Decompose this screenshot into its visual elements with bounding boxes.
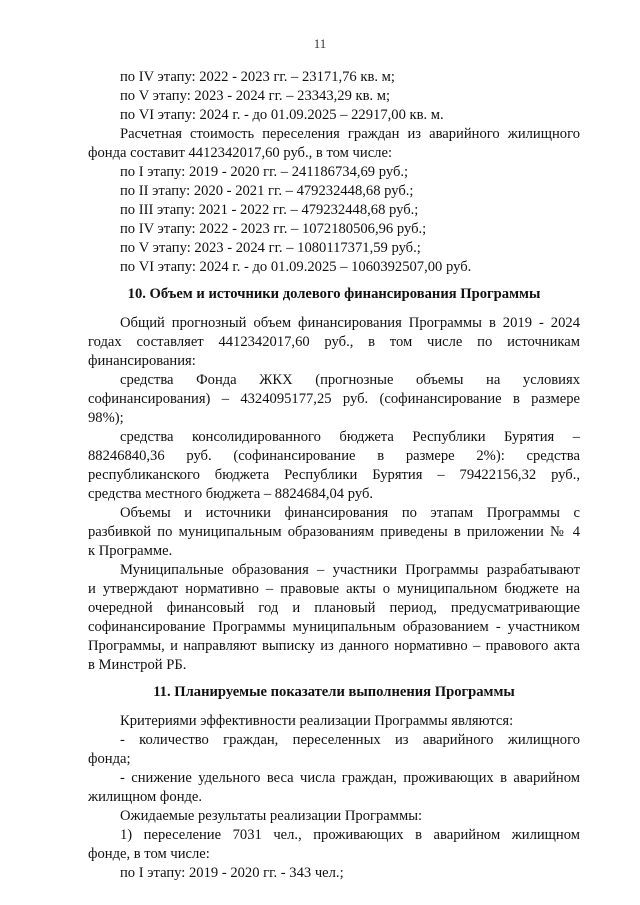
text-line: по IV этапу: 2022 - 2023 гг. – 23171,76 кв. м; <box>120 69 395 85</box>
text-line: по V этапу: 2023 - 2024 гг. – 23343,29 кв. м; <box>120 88 391 104</box>
text-line: Муниципальные образования – участники Программы разрабатывают <box>120 562 580 578</box>
text-line: 98%); <box>88 410 124 426</box>
text-line: Общий прогнозный объем финансирования Программы в 2019 - 2024 <box>120 315 580 331</box>
text-line: софинансирования) – 4324095177,25 руб. (софинансирование в размере <box>88 391 580 407</box>
text-line: по VI этапу: 2024 г. - до 01.09.2025 – 1060392507,00 руб. <box>120 259 472 275</box>
text-line: к Программе. <box>88 543 173 559</box>
text-line: и утверждают нормативно – правовые акты о муниципальном бюджете на <box>88 581 580 597</box>
text-line: Ожидаемые результаты реализации Программы: <box>120 808 423 824</box>
text-line: финансирования: <box>88 353 196 369</box>
section-heading: 10. Объем и источники долевого финансирования Программы <box>127 286 541 302</box>
text-line: по II этапу: 2020 - 2021 гг. – 479232448,68 руб.; <box>120 183 414 199</box>
text-line: по I этапу: 2019 - 2020 гг. - 343 чел.; <box>120 865 344 881</box>
text-line: очередной финансовый год и плановый период, предусматривающие <box>88 600 580 616</box>
text-line: средства местного бюджета – 8824684,04 руб. <box>88 486 374 502</box>
text-line: по V этапу: 2023 - 2024 гг. – 1080117371,59 руб.; <box>120 240 421 256</box>
text-line: в Минстрой РБ. <box>88 657 187 673</box>
text-line: 1) переселение 7031 чел., проживающих в аварийном жилищном <box>120 827 580 843</box>
text-line: - снижение удельного веса числа граждан, проживающих в аварийном <box>120 770 580 786</box>
text-line: по III этапу: 2021 - 2022 гг. – 479232448,68 руб.; <box>120 202 419 218</box>
section-heading: 11. Планируемые показатели выполнения Программы <box>153 684 515 700</box>
text-line: годах составляет 4412342017,60 руб., в том числе по источникам <box>88 334 580 350</box>
text-line: республиканского бюджета Республики Бурятия – 79422156,32 руб., <box>88 467 580 483</box>
text-line: по IV этапу: 2022 - 2023 гг. – 1072180506,96 руб.; <box>120 221 427 237</box>
text-line: фонда составит 4412342017,60 руб., в том числе: <box>88 145 392 161</box>
text-line: средства консолидированного бюджета Республики Бурятия – <box>120 429 580 445</box>
text-line: средства Фонда ЖКХ (прогнозные объемы на условиях <box>120 372 580 388</box>
page-number: 11 <box>313 36 327 51</box>
text-line: по VI этапу: 2024 г. - до 01.09.2025 – 22917,00 кв. м. <box>120 107 444 123</box>
text-line: - количество граждан, переселенных из аварийного жилищного <box>120 732 580 748</box>
text-line: Объемы и источники финансирования по этапам Программы с <box>120 505 580 521</box>
text-line: по I этапу: 2019 - 2020 гг. – 241186734,69 руб.; <box>120 164 409 180</box>
text-line: софинансирование Программы муниципальным образованием - участником <box>88 619 580 635</box>
text-line: фонде, в том числе: <box>88 846 210 862</box>
text-line: Критериями эффективности реализации Программы являются: <box>120 713 514 729</box>
text-line: фонда; <box>88 751 131 767</box>
text-line: 88246840,36 руб. (софинансирование в размере 2%): средства <box>88 448 580 464</box>
text-line: разбивкой по муниципальным образованиям приведены в приложении № 4 <box>88 524 580 540</box>
text-line: Программы, и направляют выписку из данного нормативно – правового акта <box>88 638 580 654</box>
text-line: жилищном фонде. <box>88 789 203 805</box>
text-line: Расчетная стоимость переселения граждан из аварийного жилищного <box>120 126 580 142</box>
